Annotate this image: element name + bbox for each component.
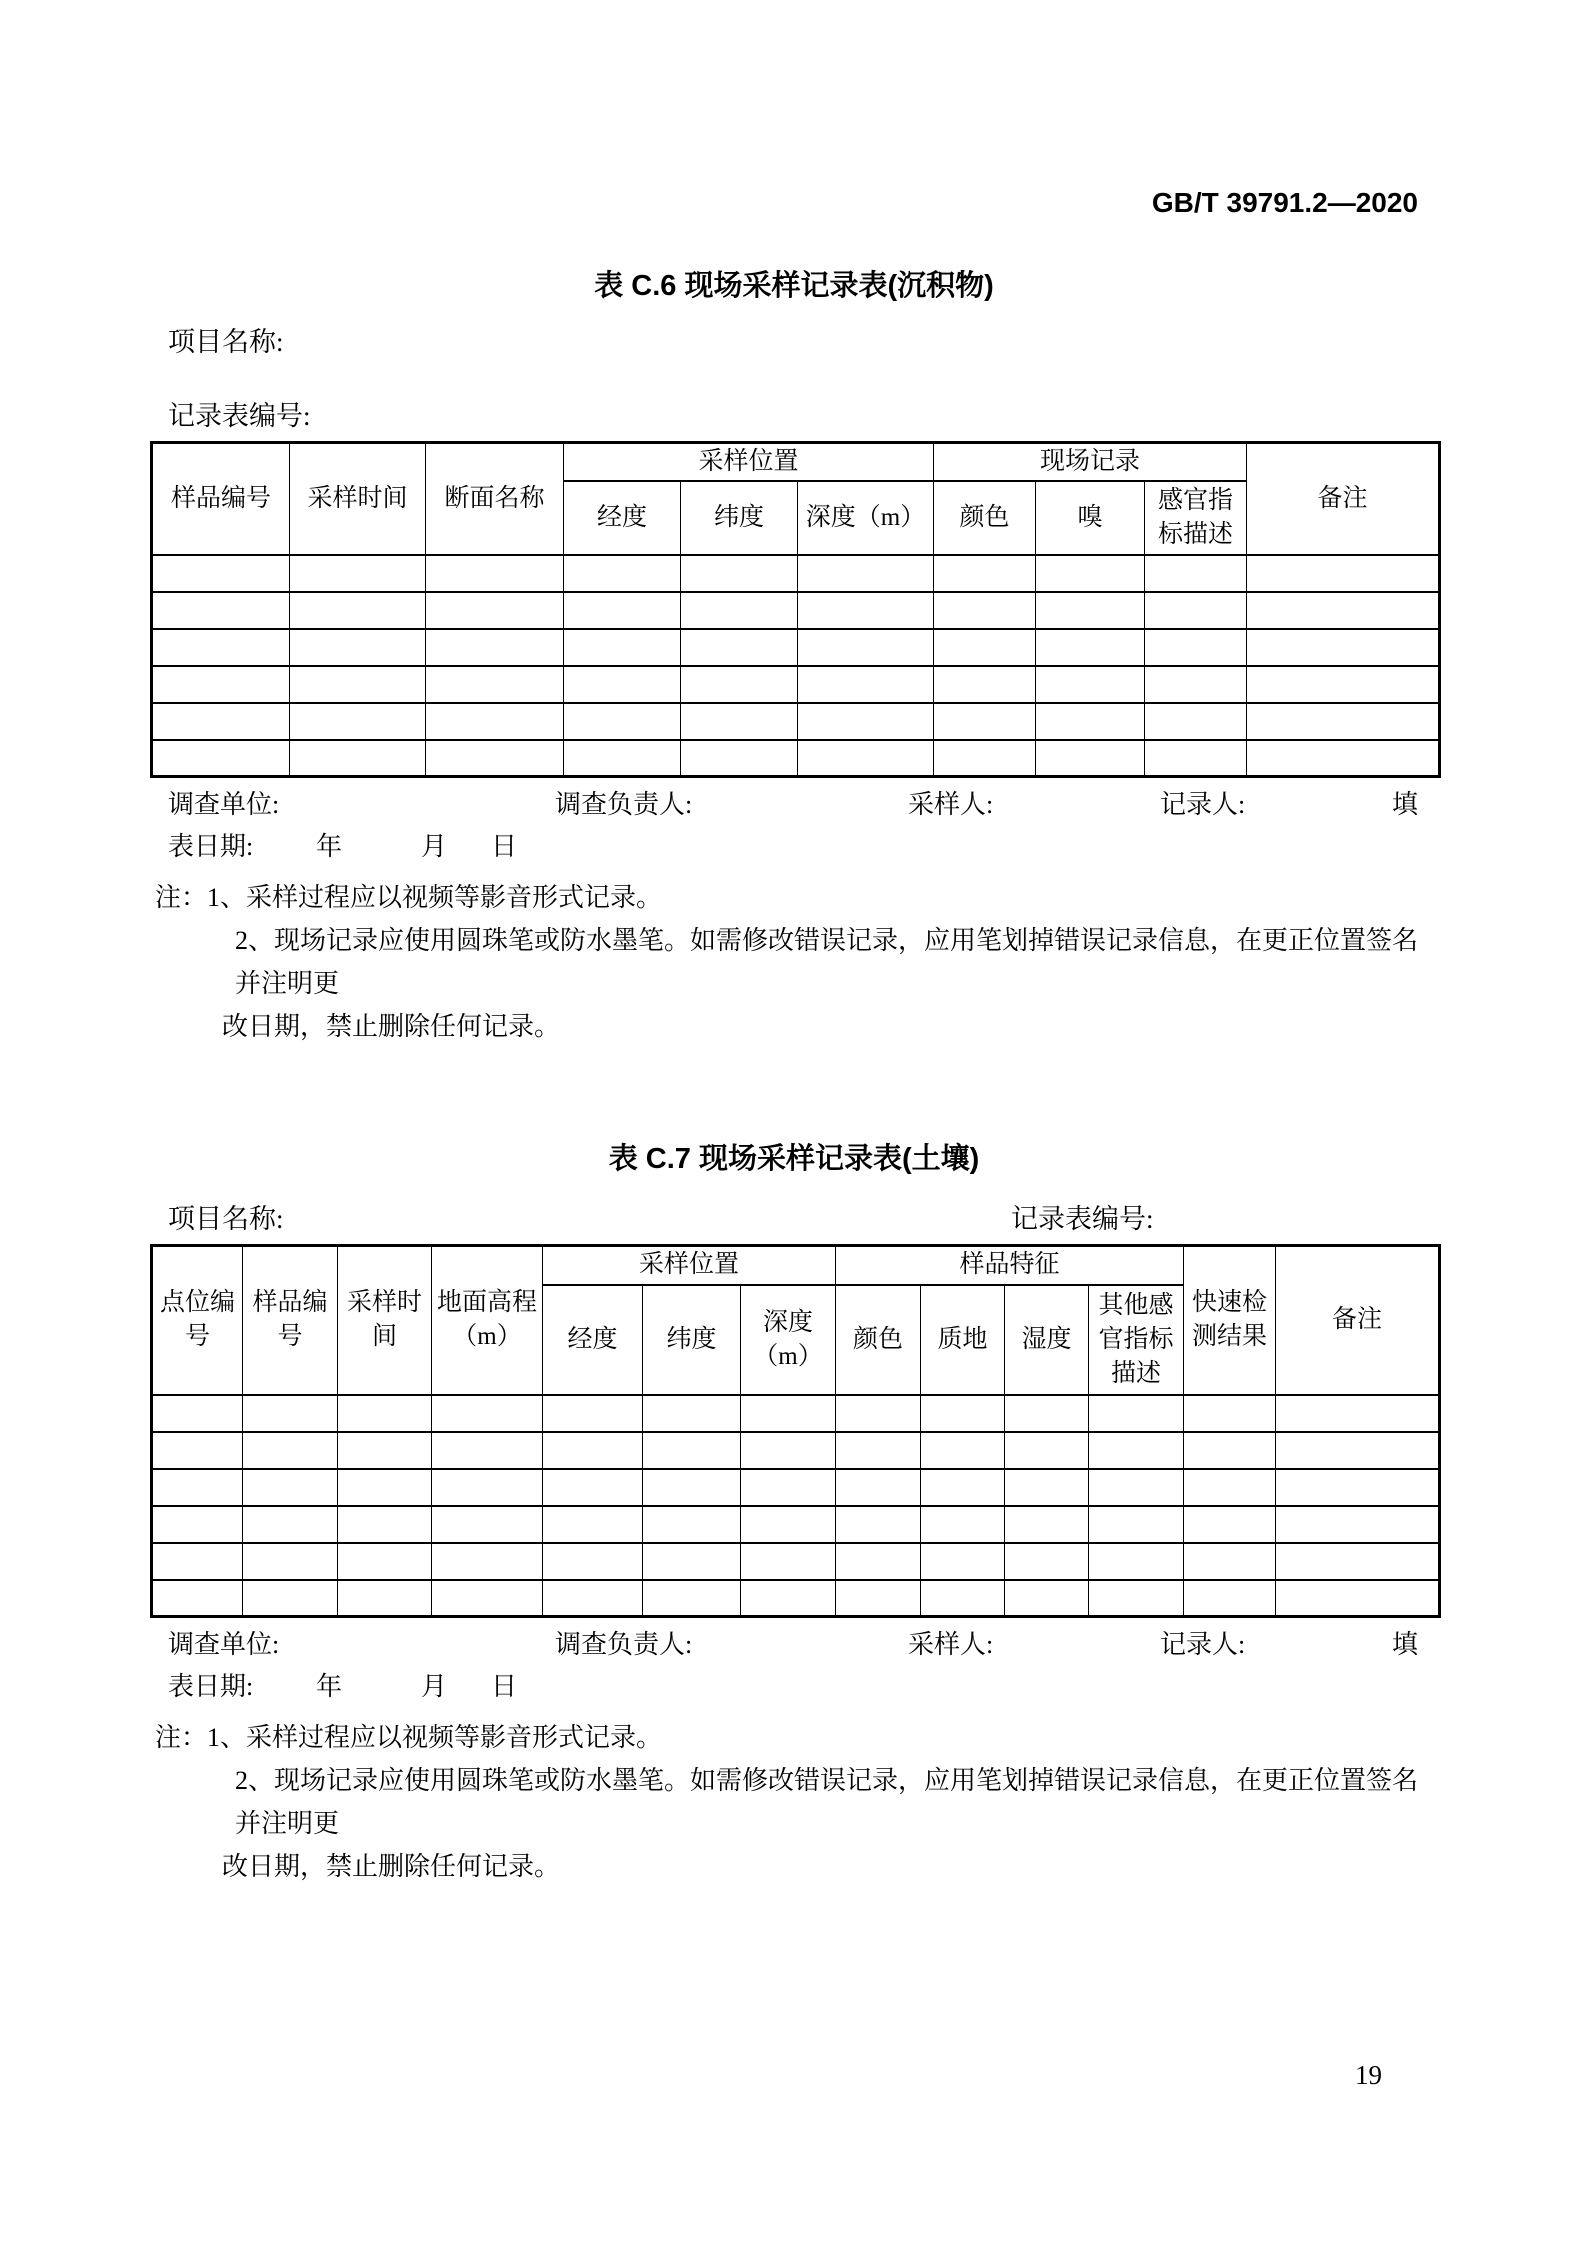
empty-cell — [564, 555, 681, 592]
c7-col-color: 颜色 — [836, 1285, 921, 1395]
empty-cell — [921, 1432, 1005, 1469]
empty-cell — [564, 703, 681, 740]
c7-note-1: 注：1、采样过程应以视频等影音形式记录。 — [155, 1723, 663, 1752]
empty-cell — [1089, 1543, 1184, 1580]
empty-cell — [741, 1395, 836, 1432]
empty-cell — [152, 1543, 243, 1580]
empty-cell — [426, 555, 564, 592]
c6-sampler-label: 采样人: — [908, 790, 994, 819]
empty-cell — [1276, 1543, 1440, 1580]
empty-cell — [1276, 1432, 1440, 1469]
empty-cell — [152, 592, 290, 629]
empty-cell — [426, 629, 564, 666]
empty-cell — [543, 1580, 643, 1617]
c6-notes — [150, 876, 1438, 1048]
empty-cell — [432, 1580, 543, 1617]
empty-cell — [1184, 1543, 1276, 1580]
empty-cell — [1276, 1469, 1440, 1506]
page-content — [150, 0, 1438, 1888]
empty-cell — [836, 1469, 921, 1506]
c6-col-depth: 深度（m） — [798, 481, 934, 555]
empty-cell — [741, 1506, 836, 1543]
empty-cell — [798, 629, 934, 666]
empty-cell — [921, 1543, 1005, 1580]
c7-group-sampling-location: 采样位置 — [543, 1246, 836, 1285]
empty-cell — [290, 629, 426, 666]
empty-cell — [564, 592, 681, 629]
c7-day-label: 日 — [491, 1672, 518, 1701]
c7-survey-leader-label: 调查负责人: — [555, 1630, 693, 1659]
c7-col-remarks: 备注 — [1276, 1246, 1440, 1395]
empty-cell — [290, 740, 426, 777]
empty-cell — [1247, 740, 1440, 777]
empty-cell — [798, 666, 934, 703]
c7-col-texture: 质地 — [921, 1285, 1005, 1395]
empty-cell — [1247, 555, 1440, 592]
c7-signature-line — [150, 1624, 1438, 1666]
c7-table — [150, 1244, 1441, 1618]
c7-notes — [150, 1716, 1438, 1888]
empty-cell — [243, 1543, 338, 1580]
empty-cell — [1145, 703, 1247, 740]
c6-record-no-label: 记录表编号: — [168, 401, 311, 431]
page-number: 19 — [1355, 2060, 1382, 2090]
empty-cell — [1276, 1506, 1440, 1543]
c6-table-body — [152, 555, 1440, 777]
c6-month-label: 月 — [421, 832, 448, 861]
empty-cell — [564, 629, 681, 666]
empty-cell — [1276, 1395, 1440, 1432]
empty-cell — [338, 1469, 432, 1506]
c7-col-ground-elevation: 地面高程（m） — [432, 1246, 543, 1395]
empty-cell — [681, 555, 798, 592]
empty-cell — [643, 1432, 741, 1469]
empty-cell — [1247, 703, 1440, 740]
empty-cell — [681, 592, 798, 629]
empty-cell — [243, 1395, 338, 1432]
empty-cell — [921, 1580, 1005, 1617]
empty-cell — [1089, 1580, 1184, 1617]
c6-col-remarks: 备注 — [1247, 443, 1440, 555]
empty-cell — [643, 1395, 741, 1432]
empty-cell — [681, 666, 798, 703]
table-row — [152, 740, 1440, 777]
c7-col-sampling-time: 采样时间 — [338, 1246, 432, 1395]
empty-cell — [1005, 1580, 1089, 1617]
empty-cell — [152, 703, 290, 740]
empty-cell — [643, 1469, 741, 1506]
c7-month-label: 月 — [421, 1672, 448, 1701]
empty-cell — [338, 1506, 432, 1543]
empty-cell — [798, 592, 934, 629]
c7-fill-wrap-char: 填 — [1391, 1630, 1418, 1659]
c7-col-point-id: 点位编号 — [152, 1246, 243, 1395]
empty-cell — [1184, 1395, 1276, 1432]
table-row — [152, 1506, 1440, 1543]
empty-cell — [798, 703, 934, 740]
c6-col-sample-id: 样品编号 — [152, 443, 290, 555]
c7-date-label: 表日期: — [168, 1672, 254, 1701]
empty-cell — [338, 1395, 432, 1432]
empty-cell — [921, 1506, 1005, 1543]
c6-project-name-label: 项目名称: — [168, 327, 284, 357]
empty-cell — [1184, 1506, 1276, 1543]
c6-year-label: 年 — [316, 832, 343, 861]
empty-cell — [836, 1395, 921, 1432]
table-c7-title: 表 C.7 现场采样记录表(土壤) — [608, 1143, 980, 1175]
empty-cell — [243, 1580, 338, 1617]
c7-table-body — [152, 1395, 1440, 1617]
empty-cell — [1005, 1543, 1089, 1580]
empty-cell — [741, 1469, 836, 1506]
empty-cell — [741, 1580, 836, 1617]
c6-note-2: 2、现场记录应使用圆珠笔或防水墨笔。如需修改错误记录，应用笔划掉错误记录信息，在更正位置签名并注明更 — [235, 926, 1419, 998]
empty-cell — [934, 703, 1036, 740]
empty-cell — [934, 629, 1036, 666]
empty-cell — [564, 666, 681, 703]
c6-date-line — [150, 826, 1438, 868]
empty-cell — [426, 703, 564, 740]
c6-col-sensory-desc: 感官指标描述 — [1145, 481, 1247, 555]
standard-code: GB/T 39791.2—2020 — [1151, 187, 1418, 218]
empty-cell — [1005, 1506, 1089, 1543]
empty-cell — [1145, 555, 1247, 592]
table-row — [152, 1469, 1440, 1506]
empty-cell — [741, 1543, 836, 1580]
c7-group-sample-features: 样品特征 — [836, 1246, 1184, 1285]
c6-fill-wrap-char: 填 — [1391, 790, 1418, 819]
empty-cell — [921, 1395, 1005, 1432]
empty-cell — [426, 740, 564, 777]
empty-cell — [643, 1543, 741, 1580]
empty-cell — [1036, 555, 1145, 592]
empty-cell — [934, 740, 1036, 777]
empty-cell — [1276, 1580, 1440, 1617]
table-row — [152, 1543, 1440, 1580]
empty-cell — [1247, 592, 1440, 629]
empty-cell — [1184, 1432, 1276, 1469]
empty-cell — [426, 666, 564, 703]
c7-col-rapid-test: 快速检测结果 — [1184, 1246, 1276, 1395]
empty-cell — [432, 1395, 543, 1432]
c7-survey-unit-label: 调查单位: — [168, 1630, 280, 1659]
empty-cell — [290, 555, 426, 592]
empty-cell — [1036, 740, 1145, 777]
empty-cell — [836, 1506, 921, 1543]
empty-cell — [1005, 1432, 1089, 1469]
empty-cell — [432, 1469, 543, 1506]
empty-cell — [290, 592, 426, 629]
empty-cell — [1089, 1432, 1184, 1469]
empty-cell — [543, 1543, 643, 1580]
table-row — [152, 555, 1440, 592]
empty-cell — [152, 1580, 243, 1617]
c6-date-label: 表日期: — [168, 832, 254, 861]
c7-project-name-label: 项目名称: — [168, 1204, 284, 1234]
c7-col-moisture: 湿度 — [1005, 1285, 1089, 1395]
empty-cell — [1145, 740, 1247, 777]
empty-cell — [1036, 666, 1145, 703]
empty-cell — [1089, 1469, 1184, 1506]
c6-group-field-record: 现场记录 — [934, 443, 1247, 481]
empty-cell — [543, 1506, 643, 1543]
empty-cell — [152, 629, 290, 666]
c6-col-latitude: 纬度 — [681, 481, 798, 555]
empty-cell — [432, 1432, 543, 1469]
table-row — [152, 629, 1440, 666]
empty-cell — [426, 592, 564, 629]
c7-col-sample-id: 样品编号 — [243, 1246, 338, 1395]
empty-cell — [290, 666, 426, 703]
c6-survey-leader-label: 调查负责人: — [555, 790, 693, 819]
table-row — [152, 1580, 1440, 1617]
c6-header-group-row — [152, 443, 1440, 481]
empty-cell — [543, 1432, 643, 1469]
empty-cell — [836, 1580, 921, 1617]
empty-cell — [338, 1580, 432, 1617]
c7-sampler-label: 采样人: — [908, 1630, 994, 1659]
c7-recorder-label: 记录人: — [1160, 1630, 1246, 1659]
empty-cell — [338, 1543, 432, 1580]
c7-year-label: 年 — [316, 1672, 343, 1701]
c6-col-odor: 嗅 — [1036, 481, 1145, 555]
empty-cell — [681, 740, 798, 777]
empty-cell — [543, 1469, 643, 1506]
empty-cell — [836, 1543, 921, 1580]
table-row — [152, 1395, 1440, 1432]
c6-col-section-name: 断面名称 — [426, 443, 564, 555]
c7-record-no-label: 记录表编号: — [1011, 1204, 1154, 1234]
empty-cell — [152, 1395, 243, 1432]
empty-cell — [643, 1580, 741, 1617]
c7-date-line — [150, 1666, 1438, 1708]
c7-note-2: 2、现场记录应使用圆珠笔或防水墨笔。如需修改错误记录，应用笔划掉错误记录信息，在更正位置签名并注明更 — [235, 1766, 1419, 1838]
c6-project-name-line — [168, 325, 1438, 359]
empty-cell — [543, 1395, 643, 1432]
empty-cell — [741, 1432, 836, 1469]
c7-col-longitude: 经度 — [543, 1285, 643, 1395]
empty-cell — [564, 740, 681, 777]
c6-signature-line — [150, 784, 1438, 826]
empty-cell — [1036, 703, 1145, 740]
c6-col-sampling-time: 采样时间 — [290, 443, 426, 555]
empty-cell — [152, 666, 290, 703]
empty-cell — [681, 703, 798, 740]
c6-note-1: 注：1、采样过程应以视频等影音形式记录。 — [155, 883, 663, 912]
empty-cell — [152, 740, 290, 777]
c6-recorder-label: 记录人: — [1160, 790, 1246, 819]
c6-record-no-line — [168, 399, 1438, 433]
empty-cell — [1247, 666, 1440, 703]
c6-table — [150, 441, 1441, 778]
empty-cell — [836, 1432, 921, 1469]
table-c6-title: 表 C.6 现场采样记录表(沉积物) — [594, 270, 994, 302]
empty-cell — [1145, 666, 1247, 703]
empty-cell — [152, 555, 290, 592]
empty-cell — [243, 1432, 338, 1469]
c6-group-sampling-location: 采样位置 — [564, 443, 934, 481]
empty-cell — [643, 1506, 741, 1543]
table-row — [152, 666, 1440, 703]
empty-cell — [243, 1469, 338, 1506]
table-row — [152, 592, 1440, 629]
c7-fields-line — [168, 1202, 1438, 1236]
c7-col-depth: 深度（m） — [741, 1285, 836, 1395]
empty-cell — [1247, 629, 1440, 666]
empty-cell — [338, 1432, 432, 1469]
c6-col-color: 颜色 — [934, 481, 1036, 555]
empty-cell — [243, 1506, 338, 1543]
c7-col-other-sensory: 其他感官指标描述 — [1089, 1285, 1184, 1395]
empty-cell — [1145, 592, 1247, 629]
c6-day-label: 日 — [491, 832, 518, 861]
empty-cell — [432, 1506, 543, 1543]
table-row — [152, 1432, 1440, 1469]
empty-cell — [1036, 629, 1145, 666]
empty-cell — [1089, 1506, 1184, 1543]
empty-cell — [798, 555, 934, 592]
empty-cell — [290, 703, 426, 740]
empty-cell — [152, 1432, 243, 1469]
empty-cell — [1005, 1469, 1089, 1506]
c6-survey-unit-label: 调查单位: — [168, 790, 280, 819]
empty-cell — [152, 1506, 243, 1543]
empty-cell — [1184, 1580, 1276, 1617]
empty-cell — [934, 555, 1036, 592]
empty-cell — [1145, 629, 1247, 666]
empty-cell — [1036, 592, 1145, 629]
c7-header-group-row — [152, 1246, 1440, 1285]
empty-cell — [934, 666, 1036, 703]
c6-note-2-cont: 改日期，禁止删除任何记录。 — [222, 1012, 561, 1041]
empty-cell — [1089, 1395, 1184, 1432]
c6-col-longitude: 经度 — [564, 481, 681, 555]
empty-cell — [1184, 1469, 1276, 1506]
empty-cell — [432, 1543, 543, 1580]
empty-cell — [921, 1469, 1005, 1506]
empty-cell — [1005, 1395, 1089, 1432]
empty-cell — [681, 629, 798, 666]
c7-note-2-cont: 改日期，禁止删除任何记录。 — [222, 1852, 561, 1881]
empty-cell — [152, 1469, 243, 1506]
empty-cell — [934, 592, 1036, 629]
table-row — [152, 703, 1440, 740]
empty-cell — [798, 740, 934, 777]
c7-col-latitude: 纬度 — [643, 1285, 741, 1395]
